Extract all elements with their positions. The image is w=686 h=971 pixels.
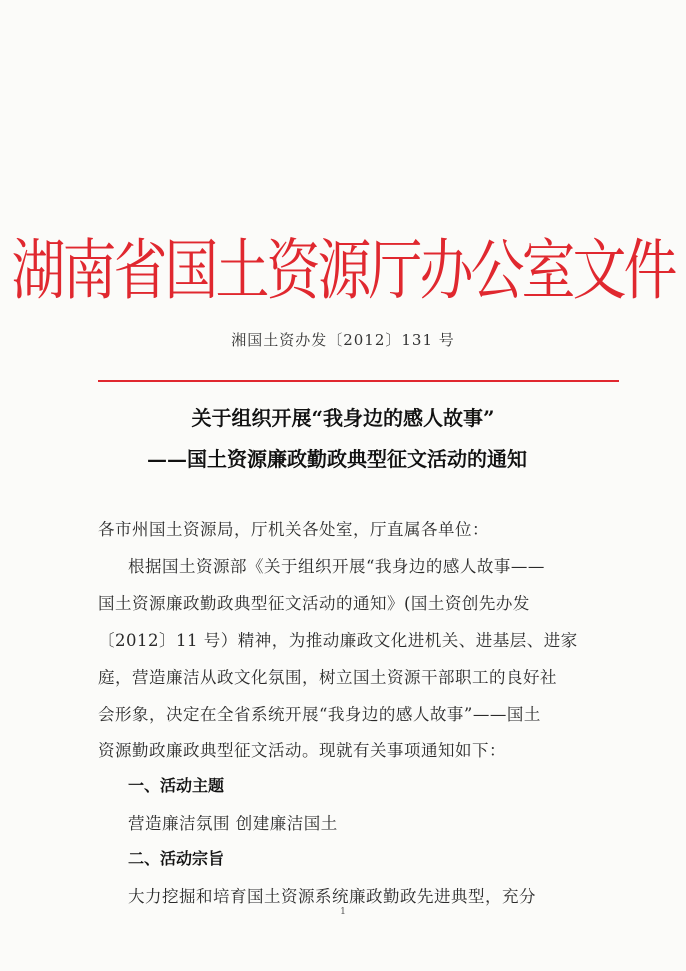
section-2-heading: 二、活动宗旨 xyxy=(128,849,225,868)
section-2-text: 大力挖掘和培育国土资源系统廉政勤政先进典型，充分 xyxy=(128,887,536,906)
salutation: 各市州国土资源局，厅机关各处室，厅直属各单位： xyxy=(98,520,489,539)
notice-title-line-2: ——国土资源廉政勤政典型征文活动的通知 xyxy=(147,447,527,471)
issuing-office-title: 湖南省国土资源厅办公室文件 xyxy=(11,231,675,309)
section-1-text: 营造廉洁氛围 创建廉洁国土 xyxy=(128,814,338,833)
red-divider-line xyxy=(98,380,619,382)
notice-title-line-1: 关于组织开展“我身边的感人故事” xyxy=(191,406,495,430)
paragraph-line: 根据国土资源部《关于组织开展“我身边的感人故事—— xyxy=(128,557,545,576)
paragraph-line: 国土资源廉政勤政典型征文活动的通知》(国土资创先办发 xyxy=(98,594,530,613)
document-number: 湘国土资办发〔2012〕131 号 xyxy=(231,331,455,349)
page-number: 1 xyxy=(340,907,346,917)
paragraph-line: 资源勤政廉政典型征文活动。现就有关事项通知如下： xyxy=(98,741,506,760)
paragraph-line: 〔2012〕11 号）精神，为推动廉政文化进机关、进基层、进家 xyxy=(98,631,578,650)
paragraph-line: 会形象，决定在全省系统开展“我身边的感人故事”——国土 xyxy=(98,705,541,724)
paragraph-line: 庭，营造廉洁从政文化氛围，树立国土资源干部职工的良好社 xyxy=(98,668,557,687)
section-1-heading: 一、活动主题 xyxy=(128,776,225,795)
